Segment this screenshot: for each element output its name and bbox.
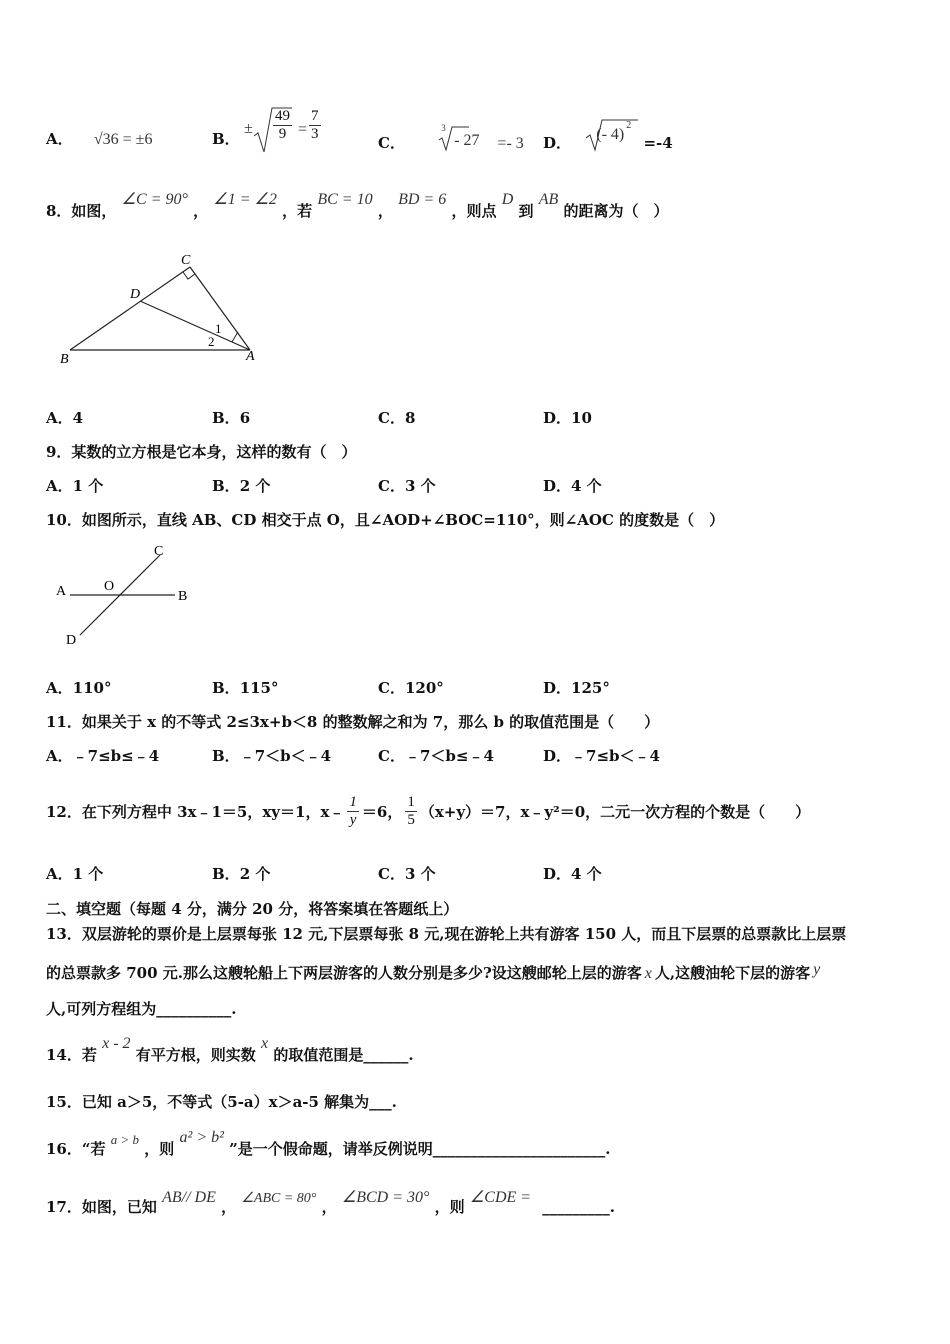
q8-segment-bc bbox=[70, 267, 190, 350]
q8-label-d: D bbox=[130, 287, 141, 302]
q12-stem: 12．在下列方程中 3x﹣1＝5，xy＝1，x﹣ $\frac{1}{y}$ ＝6， $\frac{1}{5}$ （x+y）＝7，x﹣y²＝0，二元一次方程的个数是（ ） bbox=[46, 793, 811, 828]
q12-option-b: B．2 个 bbox=[212, 865, 271, 883]
q8-label-c: C bbox=[181, 253, 191, 268]
q13-line-2: 的总票款多 700 元.那么这艘轮船上下两层游客的人数分别是多少?设这艘邮轮上层的游客 x 人,这艘油轮下层的游客 y bbox=[46, 961, 821, 982]
q12-fraction-1-over-5: $\frac{1}{5}$ bbox=[407, 793, 415, 828]
q7-option-a-expr: √36 = ±6 bbox=[93, 131, 153, 148]
q11-option-c: C．﹣7＜b≤﹣4 bbox=[378, 747, 494, 765]
q8-option-a: A．4 bbox=[46, 409, 84, 427]
q8-label-b: B bbox=[60, 352, 69, 367]
q8-triangle-figure bbox=[50, 245, 270, 375]
q8-label-2: 2 bbox=[208, 334, 215, 349]
q8-angle-arc bbox=[232, 332, 238, 342]
q11-option-b: B．﹣7＜b＜﹣4 bbox=[212, 747, 332, 765]
q10-intersecting-lines-figure bbox=[50, 540, 200, 650]
q9-option-a: A．1 个 bbox=[46, 477, 104, 495]
q8-right-angle-mark bbox=[183, 272, 195, 279]
q12-option-d: D．4 个 bbox=[543, 865, 602, 883]
q8-segment-ca bbox=[190, 267, 250, 350]
q8-label-a: A bbox=[246, 349, 255, 364]
q8-stem: 8．如图， ∠C = 90° ， ∠1 = ∠2 ，若 BC = 10 ， BD = 6 ，则点 D 到 AB 的距离为（ ） bbox=[46, 191, 669, 220]
q10-option-d: D．125° bbox=[543, 679, 610, 697]
q9-option-d: D．4 个 bbox=[543, 477, 602, 495]
q11-option-a: A．﹣7≤b≤﹣4 bbox=[46, 747, 160, 765]
q10-stem: 10．如图所示，直线 AB、CD 相交于点 O，且∠AOD+∠BOC=110°，则∠AOC 的度数是（ ） bbox=[46, 511, 725, 529]
q8-segment-da bbox=[140, 301, 250, 350]
q11-stem: 11．如果关于 x 的不等式 2≤3x+b＜8 的整数解之和为 7，那么 b 的取值范围是（ ） bbox=[46, 713, 660, 731]
q7-option-c: C． 3 - 27 =- 3 bbox=[378, 123, 524, 152]
q10-label-d: D bbox=[66, 633, 77, 648]
q10-option-a: A．110° bbox=[46, 679, 112, 697]
q12-fraction-1-over-y: $\frac{1}{y}$ bbox=[349, 793, 357, 828]
q10-label-b: B bbox=[178, 589, 188, 604]
q16-stem: 16．“若 a > b ，则 a² > b² ”是一个假命题，请举反例说明_______________________. bbox=[46, 1129, 611, 1158]
q8-label-1: 1 bbox=[215, 321, 222, 336]
section-2-heading: 二、填空题（每题 4 分，满分 20 分，将答案填在答题纸上） bbox=[46, 900, 459, 918]
q14-stem: 14．若 x - 2 有平方根，则实数 x 的取值范围是______. bbox=[46, 1035, 414, 1064]
q10-option-c: C．120° bbox=[378, 679, 444, 697]
q10-label-a: A bbox=[56, 584, 67, 599]
q17-stem: 17．如图，已知 AB// DE ， ∠ABC = 80° ， ∠BCD = 30° ，则 ∠CDE = _________. bbox=[46, 1189, 616, 1216]
q7-option-a: A． √36 = ±6 bbox=[46, 130, 153, 148]
q9-stem: 9．某数的立方根是它本身，这样的数有（ ） bbox=[46, 443, 357, 461]
q15-stem: 15．已知 a＞5，不等式（5-a）x＞a-5 解集为___. bbox=[46, 1093, 397, 1111]
q10-option-b: B．115° bbox=[212, 679, 279, 697]
q8-option-d: D．10 bbox=[543, 409, 592, 427]
q13-line-3: 人,可列方程组为__________. bbox=[46, 1000, 237, 1018]
q10-label-o: O bbox=[104, 579, 115, 594]
q10-label-c: C bbox=[154, 544, 164, 559]
q8-option-b: B．6 bbox=[212, 409, 251, 427]
q11-option-d: D．﹣7≤b＜﹣4 bbox=[543, 747, 660, 765]
q7-option-d: D． (- 4) 2 =-4 bbox=[543, 120, 673, 152]
q12-option-c: C．3 个 bbox=[378, 865, 436, 883]
q9-option-c: C．3 个 bbox=[378, 477, 436, 495]
q13-line-1: 13．双层游轮的票价是上层票每张 12 元,下层票每张 8 元,现在游轮上共有游客 150 人，而且下层票的总票款比上层票 bbox=[46, 925, 847, 943]
q9-option-b: B．2 个 bbox=[212, 477, 271, 495]
q8-option-c: C．8 bbox=[378, 409, 416, 427]
q12-option-a: A．1 个 bbox=[46, 865, 104, 883]
